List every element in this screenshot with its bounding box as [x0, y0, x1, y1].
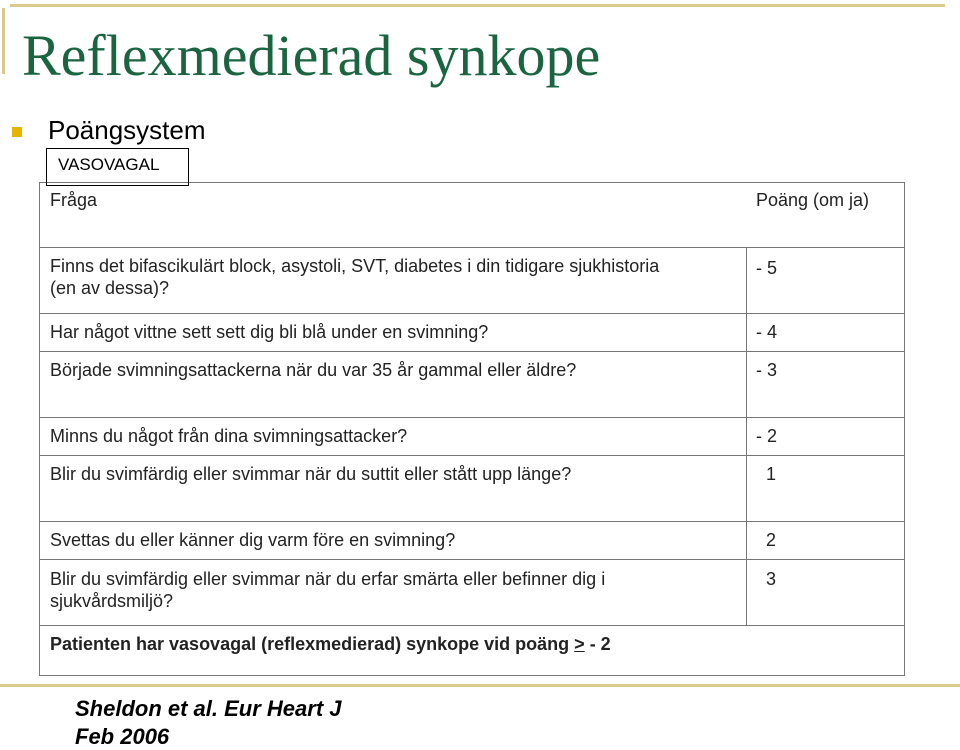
points-3: - 3 — [756, 360, 778, 380]
conclusion-prefix: Patienten har vasovagal (reflexmedierad) synkope vid poäng — [50, 634, 575, 654]
points-1: - 5 — [756, 258, 778, 278]
question-6: Svettas du eller känner dig varm före en svimning? — [50, 530, 456, 550]
decorative-top-line — [10, 4, 945, 7]
question-2: Har något vittne sett sett dig bli blå under en svimning? — [50, 322, 489, 342]
slide-subtitle: Poängsystem — [48, 115, 206, 145]
row-divider — [40, 247, 904, 248]
header-points: Poäng (om ja) — [756, 190, 870, 210]
question-3: Började svimningsattackerna när du var 35 år gammal eller äldre? — [50, 360, 577, 380]
slide-title: Reflexmedierad synkope — [22, 23, 601, 88]
score-table — [39, 182, 905, 676]
question-1: Finns det bifascikulärt block, asystoli, SVT, diabetes i din tidigare sjukhistoria (en av dessa)? — [50, 256, 660, 298]
conclusion-text — [50, 633, 611, 655]
conclusion-suffix: - 2 — [584, 634, 611, 654]
conclusion-operator: > — [574, 634, 585, 654]
points-5: 1 — [766, 464, 777, 484]
points-4: - 2 — [756, 426, 778, 446]
points-2: - 4 — [756, 322, 778, 342]
row-divider — [40, 351, 904, 352]
row-divider — [40, 625, 904, 626]
reference-line-2: Feb 2006 — [75, 724, 170, 749]
row-divider — [40, 417, 904, 418]
column-divider — [746, 247, 747, 625]
points-7: 3 — [766, 569, 777, 589]
row-divider — [40, 559, 904, 560]
points-6: 2 — [766, 530, 777, 550]
vasovagal-label: VASOVAGAL — [58, 155, 160, 174]
row-divider — [40, 313, 904, 314]
header-question: Fråga — [50, 190, 98, 210]
question-5: Blir du svimfärdig eller svimmar när du suttit eller stått upp länge? — [50, 464, 572, 484]
question-7: Blir du svimfärdig eller svimmar när du erfar smärta eller befinner dig i sjukvårdsmiljö? — [50, 569, 606, 611]
reference-line-1: Sheldon et al. Eur Heart J — [75, 696, 342, 721]
row-divider — [40, 455, 904, 456]
bullet-square-icon — [12, 127, 22, 137]
question-4: Minns du något från dina svimningsattacker? — [50, 426, 408, 446]
decorative-left-line — [2, 8, 5, 74]
row-divider — [40, 521, 904, 522]
decorative-bottom-line — [0, 684, 960, 687]
